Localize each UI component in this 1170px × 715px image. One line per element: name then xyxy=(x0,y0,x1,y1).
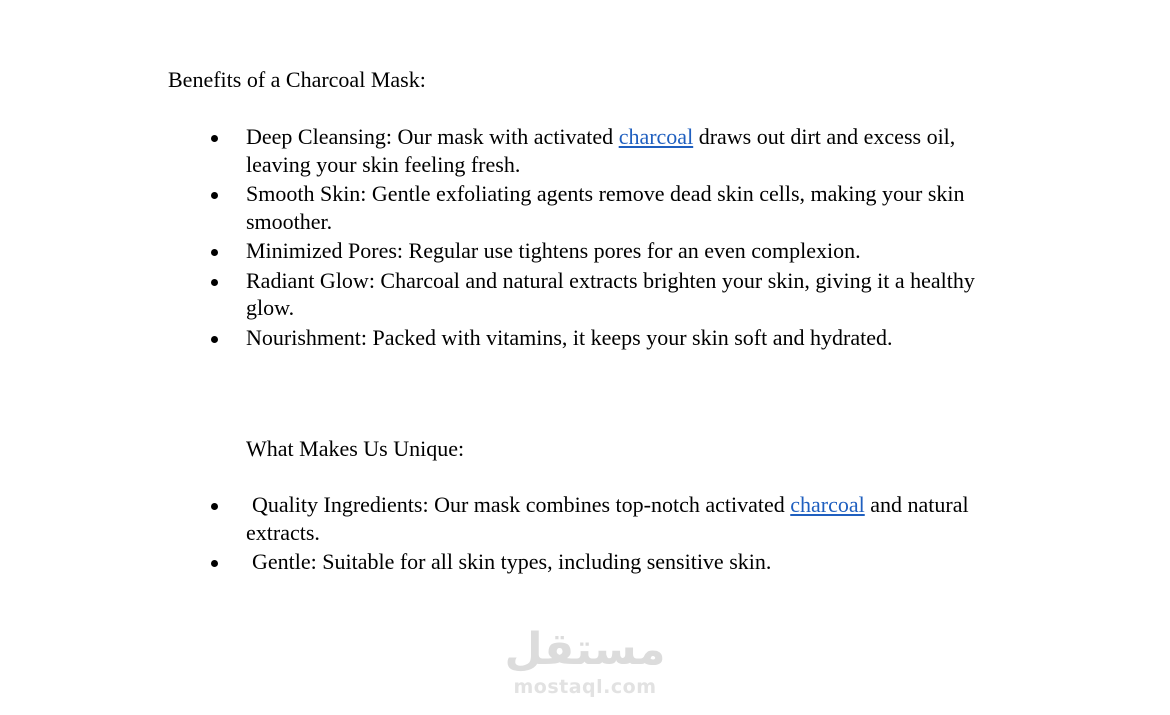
unique-list xyxy=(0,491,1170,578)
list-item xyxy=(0,548,991,576)
list-item xyxy=(0,267,991,322)
bullet-icon xyxy=(211,336,218,343)
unique-heading: What Makes Us Unique: xyxy=(246,436,465,461)
list-item-text: Radiant Glow: Charcoal and natural extracts brighten your skin, giving it a healthy glow. xyxy=(246,267,975,320)
list-item-text: Deep Cleansing: Our mask with activated charcoal draws out dirt and excess oil, leaving your skin feeling fresh. xyxy=(246,124,956,177)
list-item xyxy=(0,123,991,178)
list-item xyxy=(0,491,991,546)
bullet-icon xyxy=(211,192,218,199)
charcoal-link[interactable]: charcoal xyxy=(618,124,694,149)
watermark-domain: mostaql.com xyxy=(513,676,657,698)
watermark-logo-text: مستقل xyxy=(504,624,666,675)
bullet-icon xyxy=(211,560,218,567)
bullet-icon xyxy=(211,503,218,510)
list-item xyxy=(0,237,991,265)
bullet-icon xyxy=(211,279,218,286)
list-item-text: Quality Ingredients: Our mask combines top-notch activated charcoal and natural extracts. xyxy=(246,492,969,545)
bullet-icon xyxy=(211,135,218,142)
list-item-text: Minimized Pores: Regular use tightens pores for an even complexion. xyxy=(246,238,861,263)
list-item xyxy=(0,180,991,235)
bullet-icon xyxy=(211,249,218,256)
benefits-list xyxy=(0,123,1170,353)
list-item xyxy=(0,324,991,352)
list-item-text: Smooth Skin: Gentle exfoliating agents remove dead skin cells, making your skin smoother. xyxy=(246,181,965,234)
list-item-text: Gentle: Suitable for all skin types, including sensitive skin. xyxy=(252,549,772,574)
list-item-text: Nourishment: Packed with vitamins, it keeps your skin soft and hydrated. xyxy=(246,324,893,350)
charcoal-link[interactable]: charcoal xyxy=(790,492,865,517)
mostaql-watermark xyxy=(495,624,675,704)
benefits-heading: Benefits of a Charcoal Mask: xyxy=(168,67,426,92)
